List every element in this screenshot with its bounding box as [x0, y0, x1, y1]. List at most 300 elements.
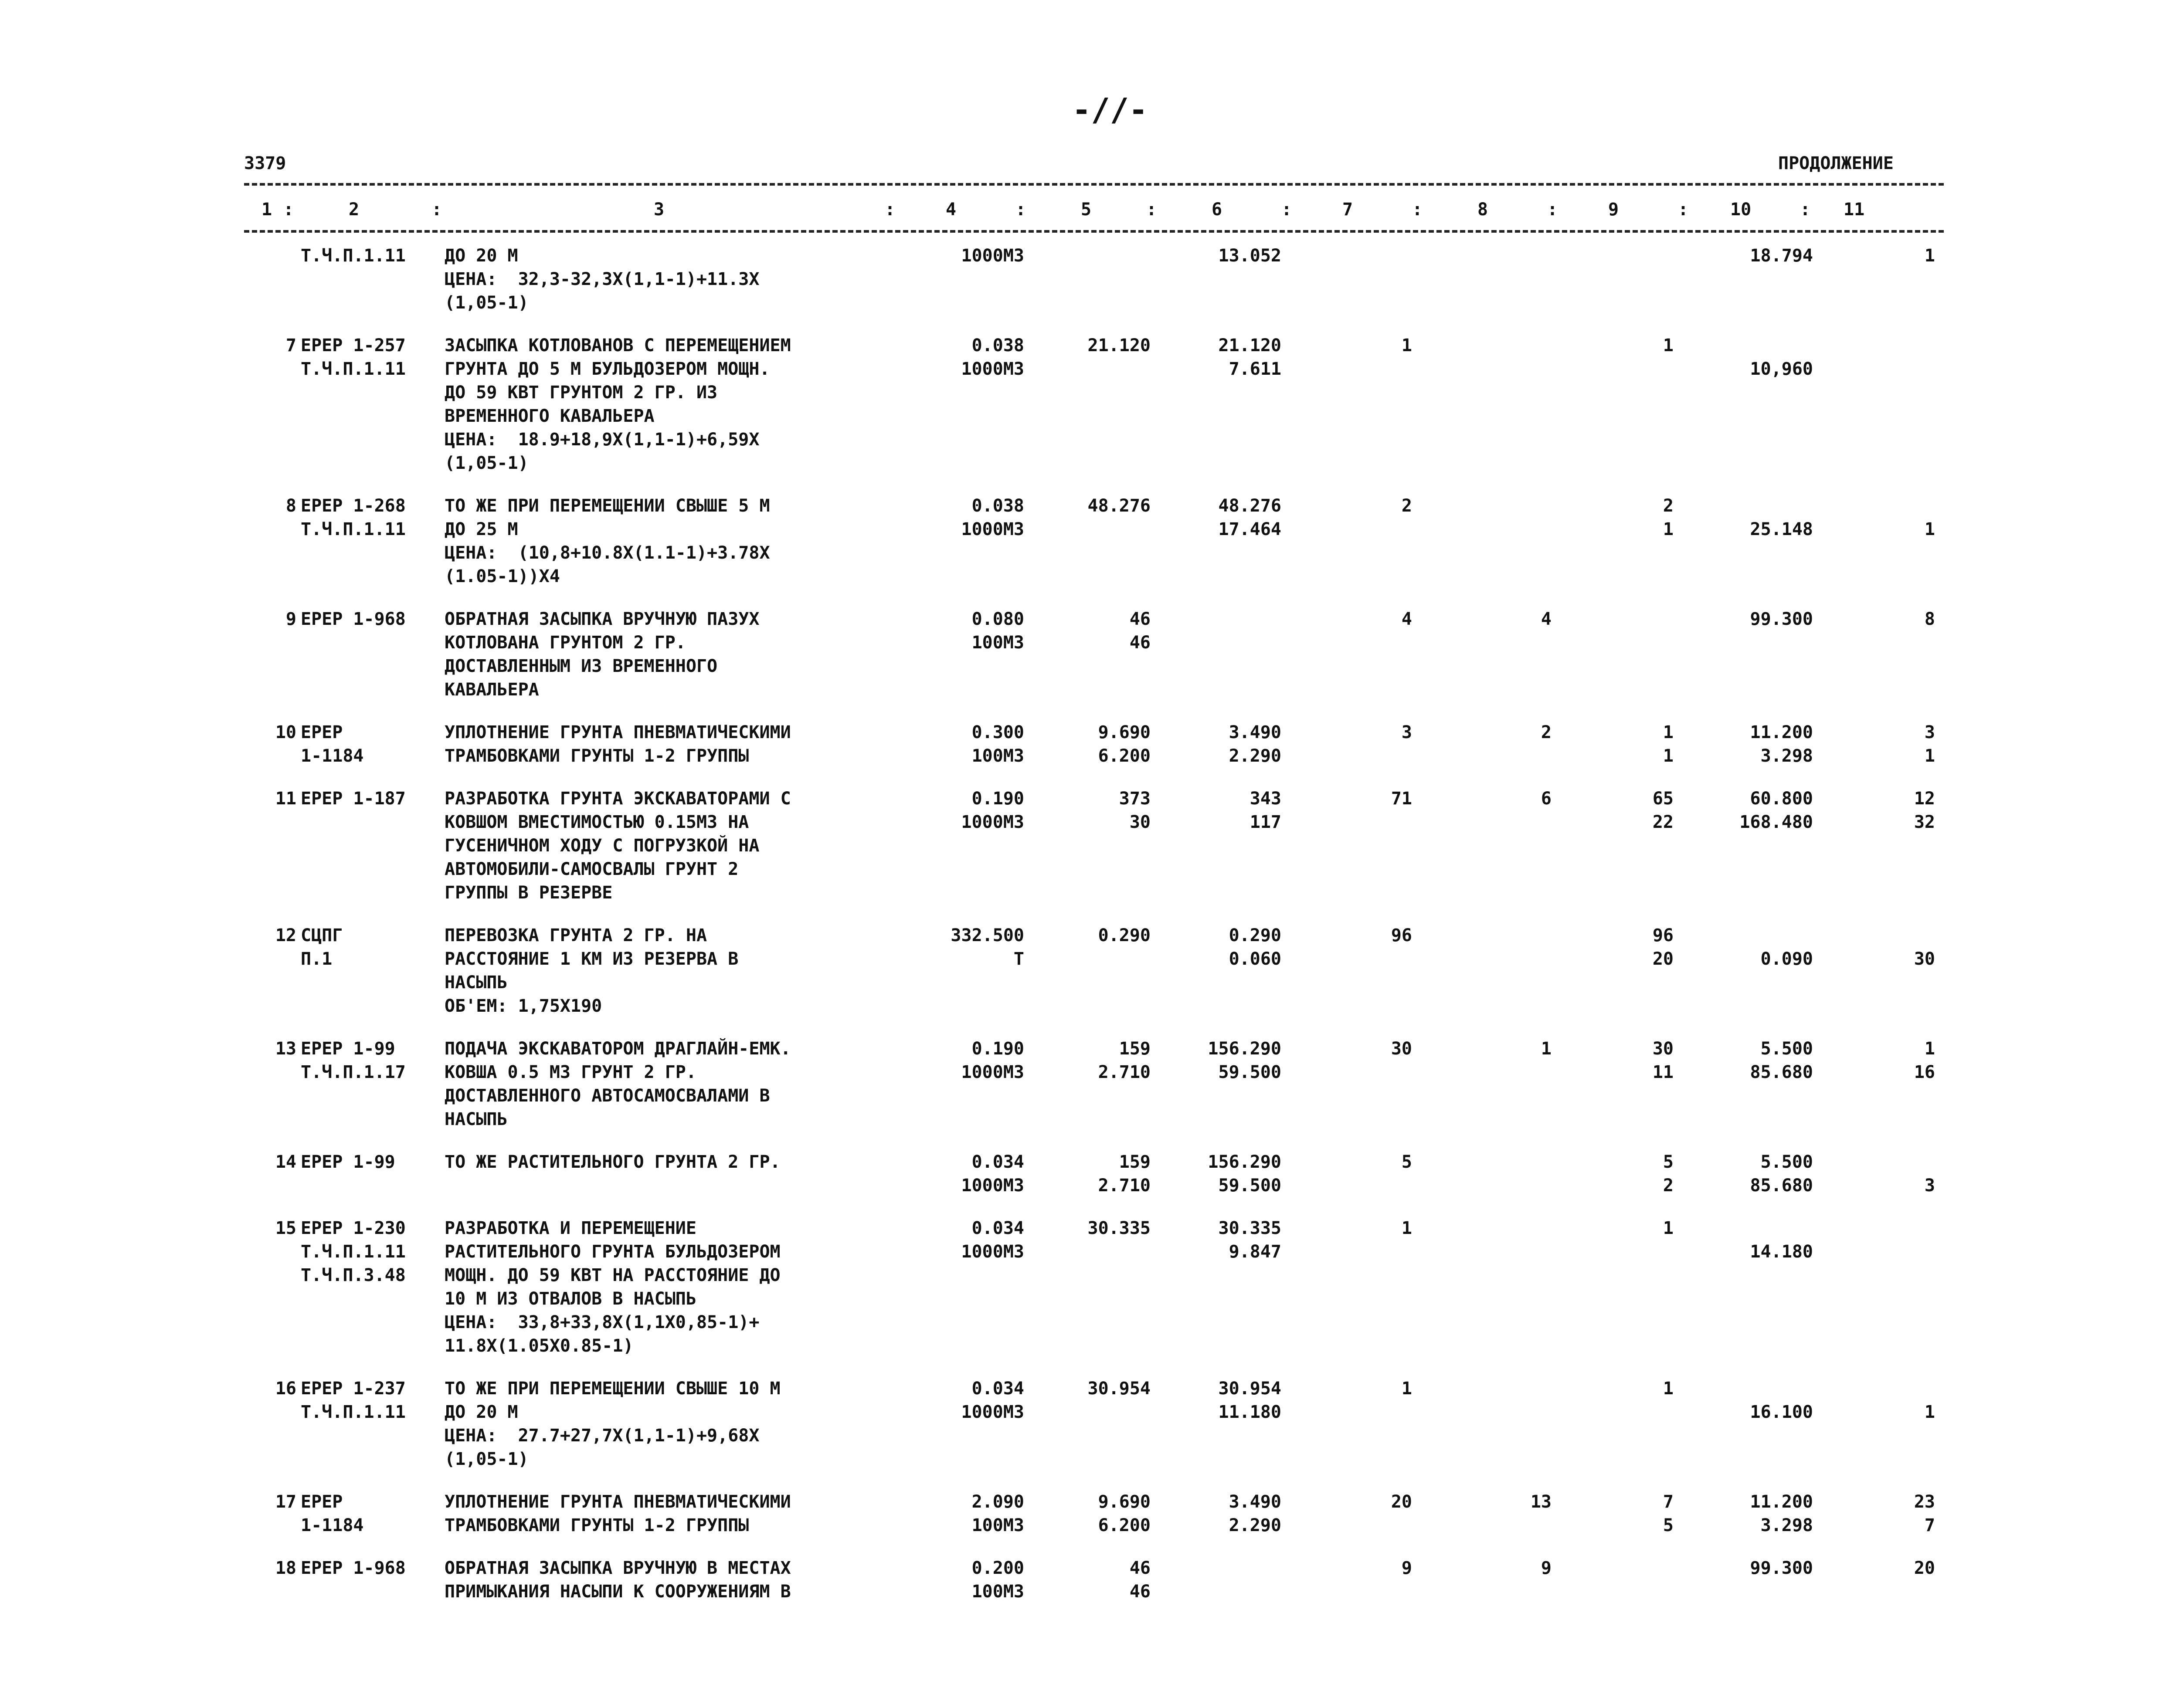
col-11-value	[1830, 244, 1935, 268]
document-number: 3379	[244, 153, 286, 173]
col-header-4: 4	[946, 200, 957, 220]
quantity-unit	[907, 1217, 1024, 1264]
quantity-unit	[907, 1377, 1024, 1424]
table-row	[0, 1377, 2173, 1471]
row-number	[244, 1150, 296, 1174]
norm-code-line: ЕРЕР 1-968	[301, 609, 406, 629]
work-description-line: УПЛОТНЕНИЕ ГРУНТА ПНЕВМАТИЧЕСКИМИ	[445, 1492, 791, 1512]
col-9-value	[1569, 1490, 1674, 1537]
row-number-line: 8	[285, 496, 296, 516]
col-separator: :	[1412, 200, 1423, 220]
col-6-value	[1168, 787, 1281, 834]
col-10-value-line	[1691, 1377, 1813, 1400]
table-row	[0, 1037, 2173, 1131]
col-5-value-line: 46	[1129, 609, 1151, 629]
norm-code-line: ЕРЕР 1-257	[301, 336, 406, 356]
col-5-value	[1037, 607, 1151, 654]
col-10-value-line: 11.200	[1750, 722, 1813, 742]
col-5-value-line: 21.120	[1087, 336, 1151, 356]
col-5-value	[1037, 1217, 1151, 1240]
col-10-value	[1691, 1150, 1813, 1197]
col-7-value	[1325, 494, 1412, 518]
col-9-value-line: 11	[1652, 1062, 1674, 1082]
quantity-unit	[907, 607, 1024, 654]
col-9-value-line: 1	[1663, 519, 1674, 539]
col-6-value-line: 59.500	[1218, 1062, 1281, 1082]
col-7-value-line: 9	[1401, 1558, 1412, 1578]
col-11-value-line: 1	[1924, 746, 1935, 766]
row-number-line	[244, 244, 296, 268]
col-10-value-line: 168.480	[1739, 812, 1813, 832]
col-8-value	[1429, 1037, 1552, 1061]
work-description-line: ЦЕНА: 27.7+27,7Х(1,1-1)+9,68Х	[445, 1426, 760, 1446]
col-11-value	[1830, 1150, 1935, 1197]
col-header-6: 6	[1212, 200, 1222, 220]
col-6-value-line: 7.611	[1229, 359, 1281, 379]
col-10-value	[1691, 1037, 1813, 1084]
header-top-rule	[244, 183, 1944, 186]
norm-code-line: СЦПГ	[301, 925, 343, 946]
col-11-value-line: 3	[1924, 1176, 1935, 1196]
work-description-line: КОТЛОВАНА ГРУНТОМ 2 ГР.	[445, 633, 686, 653]
col-11-value-line: 1	[1924, 1039, 1935, 1059]
quantity-unit-line: 100М3	[971, 1515, 1024, 1535]
table-row	[0, 924, 2173, 1018]
row-number	[244, 1490, 296, 1514]
col-9-value	[1569, 787, 1674, 834]
col-8-value-line: 1	[1541, 1039, 1552, 1059]
norm-code	[301, 1037, 431, 1084]
col-8-value	[1429, 787, 1552, 810]
work-description-line: ПОДАЧА ЭКСКАВАТОРОМ ДРАГЛАЙН-ЕМК.	[445, 1039, 791, 1059]
work-description-line: ДО 25 М	[445, 519, 518, 539]
col-6-value-line: 11.180	[1218, 1402, 1281, 1422]
col-10-value-line	[1691, 494, 1813, 518]
col-7-value-line: 4	[1401, 609, 1412, 629]
col-separator: :	[1800, 200, 1811, 220]
col-6-value-line: 3.490	[1229, 1492, 1281, 1512]
page-number: -//-	[1072, 92, 1148, 128]
col-11-value-line: 7	[1924, 1515, 1935, 1535]
col-11-value-line: 32	[1914, 812, 1935, 832]
col-10-value-line: 3.298	[1760, 746, 1813, 766]
col-6-value-line: 0.060	[1229, 949, 1281, 969]
col-6-value-line: 156.290	[1208, 1039, 1281, 1059]
col-11-value	[1830, 721, 1935, 768]
col-header-11: 11	[1844, 200, 1865, 220]
work-description-line: ПЕРЕВОЗКА ГРУНТА 2 ГР. НА	[445, 925, 707, 946]
work-description	[445, 1037, 898, 1131]
col-7-value	[1325, 1490, 1412, 1514]
col-10-value	[1691, 494, 1813, 541]
norm-code-line: 1-1184	[301, 746, 364, 766]
quantity-unit-line: 1000М3	[961, 246, 1024, 266]
col-separator: :	[431, 200, 442, 220]
row-number-line: 17	[275, 1492, 296, 1512]
col-10-value-line: 99.300	[1750, 1558, 1813, 1578]
col-10-value	[1691, 334, 1813, 381]
col-10-value-line: 85.680	[1750, 1176, 1813, 1196]
col-10-value	[1691, 721, 1813, 768]
col-7-value-line: 30	[1391, 1039, 1412, 1059]
work-description-line: ЦЕНА: 18.9+18,9Х(1,1-1)+6,59Х	[445, 430, 760, 450]
work-description	[445, 1377, 898, 1471]
quantity-unit-line: 0.300	[971, 722, 1024, 742]
col-7-value	[1325, 1037, 1412, 1061]
col-9-value-line: 5	[1663, 1515, 1674, 1535]
col-5-value	[1037, 924, 1151, 947]
work-description	[445, 244, 898, 315]
col-8-value	[1429, 721, 1552, 744]
col-8-value	[1429, 1490, 1552, 1514]
col-10-value-line: 18.794	[1750, 246, 1813, 266]
header-bottom-rule	[244, 230, 1944, 233]
col-8-value-line: 13	[1530, 1492, 1552, 1512]
work-description-line: РАЗРАБОТКА И ПЕРЕМЕЩЕНИЕ	[445, 1218, 696, 1238]
quantity-unit-line: 0.190	[971, 1039, 1024, 1059]
row-number	[244, 1556, 296, 1580]
col-9-value-line: 1	[1663, 1218, 1674, 1238]
col-7-value-line: 5	[1401, 1152, 1412, 1172]
work-description-line: ОБРАТНАЯ ЗАСЫПКА ВРУЧНУЮ ПАЗУХ	[445, 609, 760, 629]
col-8-value-line: 4	[1541, 609, 1552, 629]
col-header-9: 9	[1608, 200, 1619, 220]
work-description-line: ГРУППЫ В РЕЗЕРВЕ	[445, 883, 613, 903]
col-11-value-line: 3	[1924, 722, 1935, 742]
quantity-unit-line: 0.080	[971, 609, 1024, 629]
col-9-value-line: 2	[1663, 1176, 1674, 1196]
work-description-line: ДО 59 КВТ ГРУНТОМ 2 ГР. ИЗ	[445, 383, 718, 403]
quantity-unit-line: 0.190	[971, 789, 1024, 809]
col-separator: :	[1678, 200, 1689, 220]
norm-code	[301, 924, 431, 971]
col-header-2: 2	[349, 200, 360, 220]
work-description-line: ЦЕНА: 33,8+33,8Х(1,1Х0,85-1)+	[445, 1312, 760, 1332]
quantity-unit-line: 100М3	[971, 633, 1024, 653]
norm-code-line: Т.Ч.П.1.11	[301, 1402, 406, 1422]
col-9-value-line: 65	[1652, 789, 1674, 809]
norm-code	[301, 334, 431, 381]
col-11-value-line: 30	[1914, 949, 1935, 969]
quantity-unit	[907, 1150, 1024, 1197]
col-9-value	[1569, 1037, 1674, 1084]
work-description-line: ОБ'ЕМ: 1,75Х190	[445, 996, 602, 1016]
col-8-value	[1429, 607, 1552, 631]
work-description-line: ТО ЖЕ ПРИ ПЕРЕМЕЩЕНИИ СВЫШЕ 5 М	[445, 496, 770, 516]
col-5-value-line: 6.200	[1098, 1515, 1151, 1535]
work-description-line: ТО ЖЕ ПРИ ПЕРЕМЕЩЕНИИ СВЫШЕ 10 М	[445, 1379, 781, 1399]
norm-code	[301, 1217, 431, 1287]
col-5-value-line: 0.290	[1098, 925, 1151, 946]
col-9-value-line: 22	[1652, 812, 1674, 832]
col-header-5: 5	[1081, 200, 1092, 220]
work-description-line: ГРУНТА ДО 5 М БУЛЬДОЗЕРОМ МОЩН.	[445, 359, 770, 379]
norm-code-line: ЕРЕР 1-99	[301, 1152, 395, 1172]
col-11-value-line	[1830, 1150, 1935, 1174]
table-row	[0, 1150, 2173, 1197]
work-description-line: ЗАСЫПКА КОТЛОВАНОВ С ПЕРЕМЕЩЕНИЕМ	[445, 336, 791, 356]
col-8-value	[1429, 1556, 1552, 1580]
work-description	[445, 1217, 898, 1358]
quantity-unit-line: 100М3	[971, 746, 1024, 766]
quantity-unit	[907, 244, 1024, 268]
quantity-unit-line: 0.034	[971, 1379, 1024, 1399]
col-10-value-line: 3.298	[1760, 1515, 1813, 1535]
col-6-value-line: 156.290	[1208, 1152, 1281, 1172]
col-11-value-line: 1	[1924, 246, 1935, 266]
col-6-value	[1168, 494, 1281, 541]
quantity-unit-line: 1000М3	[961, 1242, 1024, 1262]
col-7-value	[1325, 1377, 1412, 1400]
col-9-value	[1569, 334, 1674, 357]
col-9-value	[1569, 494, 1674, 541]
col-6-value-line: 48.276	[1218, 496, 1281, 516]
col-9-value	[1569, 1377, 1674, 1400]
work-description-line: КОВША 0.5 М3 ГРУНТ 2 ГР.	[445, 1062, 696, 1082]
col-5-value-line: 9.690	[1098, 722, 1151, 742]
work-description-line: ТРАМБОВКАМИ ГРУНТЫ 1-2 ГРУППЫ	[445, 1515, 749, 1535]
work-description-line: ОБРАТНАЯ ЗАСЫПКА ВРУЧНУЮ В МЕСТАХ	[445, 1558, 791, 1578]
norm-code	[301, 607, 431, 631]
col-7-value	[1325, 1150, 1412, 1174]
row-number	[244, 1037, 296, 1061]
work-description-line: МОЩН. ДО 59 КВТ НА РАССТОЯНИЕ ДО	[445, 1265, 781, 1285]
col-6-value-line: 9.847	[1229, 1242, 1281, 1262]
row-number-line: 9	[285, 609, 296, 629]
work-description	[445, 494, 898, 588]
col-10-value	[1691, 607, 1813, 631]
col-separator: :	[1547, 200, 1558, 220]
col-header-7: 7	[1342, 200, 1353, 220]
col-8-value-line: 2	[1541, 722, 1552, 742]
col-separator: :	[1015, 200, 1026, 220]
col-11-value-line: 1	[1924, 1402, 1935, 1422]
col-9-value	[1569, 1217, 1674, 1240]
col-11-value-line: 1	[1924, 519, 1935, 539]
col-5-value-line: 46	[1129, 633, 1151, 653]
col-10-value-line: 85.680	[1750, 1062, 1813, 1082]
col-5-value-line: 46	[1129, 1558, 1151, 1578]
row-number-line: 10	[275, 722, 296, 742]
quantity-unit-line: 1000М3	[961, 1176, 1024, 1196]
col-5-value	[1037, 787, 1151, 834]
col-7-value-line: 1	[1401, 336, 1412, 356]
col-6-value-line: 13.052	[1218, 246, 1281, 266]
norm-code-line: Т.Ч.П.1.11	[301, 519, 406, 539]
work-description-line: ДО 20 М	[445, 1402, 518, 1422]
col-header-3: 3	[654, 200, 665, 220]
norm-code-line: Т.Ч.П.1.11	[301, 359, 406, 379]
col-7-value-line: 20	[1391, 1492, 1412, 1512]
col-11-value-line	[1830, 494, 1935, 518]
col-7-value-line: 71	[1391, 789, 1412, 809]
table-row	[0, 1217, 2173, 1358]
col-10-value-line: 25.148	[1750, 519, 1813, 539]
quantity-unit-line: 0.034	[971, 1218, 1024, 1238]
col-9-value	[1569, 1150, 1674, 1197]
col-7-value	[1325, 334, 1412, 357]
quantity-unit-line: 0.034	[971, 1152, 1024, 1172]
quantity-unit	[907, 721, 1024, 768]
quantity-unit	[907, 1037, 1024, 1084]
col-5-value-line: 159	[1119, 1039, 1151, 1059]
row-number-line: 11	[275, 789, 296, 809]
col-separator: :	[283, 200, 294, 220]
work-description	[445, 924, 898, 1018]
work-description-line: ДО 20 М	[445, 246, 518, 266]
work-description-line: УПЛОТНЕНИЕ ГРУНТА ПНЕВМАТИЧЕСКИМИ	[445, 722, 791, 742]
col-10-value	[1691, 787, 1813, 834]
col-11-value-line: 23	[1914, 1492, 1935, 1512]
col-11-value	[1830, 1556, 1935, 1580]
col-5-value-line: 30.954	[1087, 1379, 1151, 1399]
norm-code-line: ЕРЕР 1-187	[301, 789, 406, 809]
quantity-unit-line: 1000М3	[961, 812, 1024, 832]
col-6-value	[1168, 1217, 1281, 1264]
col-10-value-line	[1691, 924, 1813, 947]
work-description-line: ЦЕНА: (10,8+10.8Х(1.1-1)+3.78Х	[445, 543, 770, 563]
row-number	[244, 494, 296, 518]
col-10-value	[1691, 244, 1813, 268]
quantity-unit-line: 2.090	[971, 1492, 1024, 1512]
col-5-value-line: 159	[1119, 1152, 1151, 1172]
col-5-value-line: 6.200	[1098, 746, 1151, 766]
norm-code-line: 1-1184	[301, 1515, 364, 1535]
row-number-line: 14	[275, 1152, 296, 1172]
col-9-value	[1569, 924, 1674, 971]
col-11-value-line	[1830, 1377, 1935, 1400]
col-8-value-line: 6	[1541, 789, 1552, 809]
table-row	[0, 607, 2173, 702]
col-separator: :	[1146, 200, 1157, 220]
col-9-value-line: 1	[1663, 722, 1674, 742]
norm-code-line: ЕРЕР 1-968	[301, 1558, 406, 1578]
col-11-value	[1830, 607, 1935, 631]
col-10-value-line: 11.200	[1750, 1492, 1813, 1512]
col-8-value-line: 9	[1541, 1558, 1552, 1578]
col-7-value-line: 1	[1401, 1379, 1412, 1399]
col-7-value	[1325, 924, 1412, 947]
col-7-value	[1325, 1217, 1412, 1240]
col-11-value-line: 20	[1914, 1558, 1935, 1578]
col-6-value-line: 2.290	[1229, 1515, 1281, 1535]
row-number-line: 13	[275, 1039, 296, 1059]
work-description	[445, 1556, 898, 1603]
work-description-line: АВТОМОБИЛИ-САМОСВАЛЫ ГРУНТ 2	[445, 859, 739, 879]
col-5-value	[1037, 334, 1151, 357]
norm-code-line: ЕРЕР 1-268	[301, 496, 406, 516]
work-description-line: ТРАМБОВКАМИ ГРУНТЫ 1-2 ГРУППЫ	[445, 746, 749, 766]
col-11-value-line: 16	[1914, 1062, 1935, 1082]
work-description-line: ДОСТАВЛЕННОГО АВТОСАМОСВАЛАМИ В	[445, 1086, 770, 1106]
col-6-value-line: 0.290	[1229, 925, 1281, 946]
row-number	[244, 924, 296, 947]
quantity-unit	[907, 494, 1024, 541]
col-10-value-line: 10,960	[1750, 359, 1813, 379]
quantity-unit-line: 1000М3	[961, 1062, 1024, 1082]
work-description-line: (1,05-1)	[445, 1449, 529, 1469]
col-11-value-line	[1830, 924, 1935, 947]
col-6-value	[1168, 334, 1281, 381]
col-11-value	[1830, 494, 1935, 541]
quantity-unit	[907, 334, 1024, 381]
col-9-value	[1569, 721, 1674, 768]
col-6-value	[1168, 924, 1281, 971]
work-description	[445, 1490, 898, 1537]
col-10-value-line: 0.090	[1760, 949, 1813, 969]
row-number	[244, 334, 296, 357]
col-header-10: 10	[1730, 200, 1752, 220]
row-number	[244, 607, 296, 631]
table-row	[0, 1556, 2173, 1603]
col-11-value	[1830, 787, 1935, 834]
norm-code-line: ЕРЕР	[301, 722, 343, 742]
col-9-value-line: 30	[1652, 1039, 1674, 1059]
col-10-value-line: 99.300	[1750, 609, 1813, 629]
work-description-line: ГУСЕНИЧНОМ ХОДУ С ПОГРУЗКОЙ НА	[445, 836, 760, 856]
col-6-value	[1168, 721, 1281, 768]
col-7-value-line: 2	[1401, 496, 1412, 516]
row-number	[244, 244, 296, 268]
col-9-value-line: 5	[1663, 1152, 1674, 1172]
col-11-value-line: 8	[1924, 609, 1935, 629]
col-10-value-line: 60.800	[1750, 789, 1813, 809]
col-5-value-line: 373	[1119, 789, 1151, 809]
quantity-unit-line: 0.038	[971, 336, 1024, 356]
col-10-value	[1691, 924, 1813, 971]
col-5-value-line: 48.276	[1087, 496, 1151, 516]
col-7-value	[1325, 607, 1412, 631]
col-5-value-line: 2.710	[1098, 1176, 1151, 1196]
col-7-value	[1325, 787, 1412, 810]
col-10-value-line	[1691, 1217, 1813, 1240]
work-description-line: (1.05-1))Х4	[445, 566, 560, 586]
work-description-line: 11.8Х(1.05Х0.85-1)	[445, 1336, 634, 1356]
norm-code-line: ЕРЕР 1-99	[301, 1039, 395, 1059]
col-5-value	[1037, 1150, 1151, 1197]
row-number	[244, 787, 296, 810]
work-description	[445, 1150, 898, 1174]
col-11-value	[1830, 1490, 1935, 1537]
work-description-line: (1,05-1)	[445, 293, 529, 313]
col-6-value	[1168, 244, 1281, 268]
col-5-value	[1037, 1556, 1151, 1603]
norm-code-line: Т.Ч.П.3.48	[301, 1265, 406, 1285]
col-11-value	[1830, 1377, 1935, 1424]
work-description-line: 10 М ИЗ ОТВАЛОВ В НАСЫПЬ	[445, 1289, 696, 1309]
col-10-value	[1691, 1556, 1813, 1580]
quantity-unit-line: 1000М3	[961, 359, 1024, 379]
norm-code-line: П.1	[301, 949, 333, 969]
norm-code	[301, 1490, 431, 1537]
norm-code-line: Т.Ч.П.1.11	[301, 246, 406, 266]
col-7-value	[1325, 1556, 1412, 1580]
col-5-value	[1037, 1037, 1151, 1084]
col-5-value	[1037, 1377, 1151, 1400]
table-row	[0, 494, 2173, 588]
work-description	[445, 787, 898, 905]
quantity-unit	[907, 1490, 1024, 1537]
table-row	[0, 787, 2173, 905]
norm-code	[301, 244, 431, 268]
col-10-value-line: 5.500	[1760, 1152, 1813, 1172]
quantity-unit-line: 100М3	[971, 1582, 1024, 1602]
row-number	[244, 721, 296, 744]
col-7-value-line: 96	[1391, 925, 1412, 946]
norm-code-line: ЕРЕР 1-237	[301, 1379, 406, 1399]
work-description-line: РАЗРАБОТКА ГРУНТА ЭКСКАВАТОРАМИ С	[445, 789, 791, 809]
col-6-value-line: 3.490	[1229, 722, 1281, 742]
